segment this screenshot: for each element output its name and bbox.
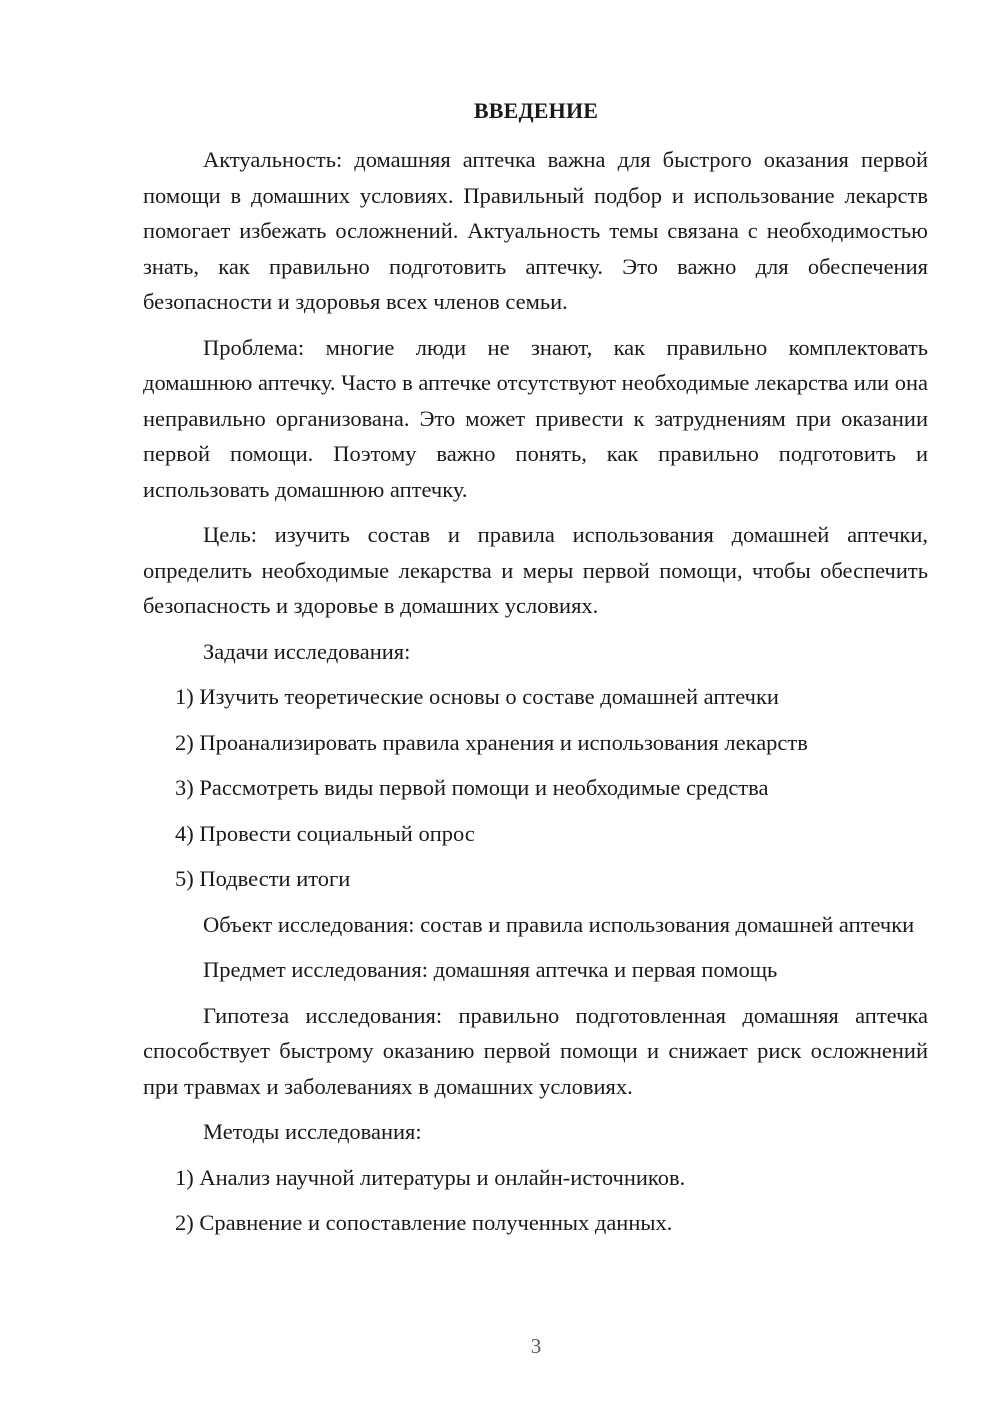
task-item: 3) Рассмотреть виды первой помощи и необходимые средства	[175, 775, 769, 800]
paragraph-actuality: Актуальность: домашняя аптечка важна для быстрого оказания первой помощи в домашних условиях. Правильный подбор и использование лекарств помогает избежать осложнений. Актуальность темы связана с необходимостью знать, как правильно подготовить аптечку. Это важно для обеспечения безопасности и здоровья всех членов семьи.	[143, 147, 928, 314]
task-item: 5) Подвести итоги	[175, 866, 351, 891]
method-item: 1) Анализ научной литературы и онлайн-источников.	[175, 1164, 686, 1190]
paragraph-object: Объект исследования: состав и правила использования домашней аптечки	[203, 911, 915, 937]
method-item: 2) Сравнение и сопоставление полученных данных.	[175, 1210, 673, 1235]
page-title: ВВЕДЕНИЕ	[473, 98, 599, 123]
paragraph-goal: Цель: изучить состав и правила использования домашней аптечки, определить необходимые лекарства и меры первой помощи, чтобы обеспечить безопасность и здоровье в домашних условиях.	[143, 522, 928, 618]
paragraph-subject: Предмет исследования: домашняя аптечка и первая помощь	[203, 957, 778, 982]
paragraph-hypothesis: Гипотеза исследования: правильно подготовленная домашняя аптечка способствует быстрому оказанию первой помощи и снижает риск осложнений при травмах и заболеваниях в домашних условиях.	[143, 1002, 928, 1099]
document-body	[143, 142, 928, 1251]
methods-title: Методы исследования:	[203, 1119, 422, 1144]
page-number: 3	[530, 1334, 542, 1358]
paragraph-problem: Проблема: многие люди не знают, как правильно комплектовать домашнюю аптечку. Часто в аптечке отсутствуют необходимые лекарства или она неправильно организована. Это может привести к затруднениям при оказании первой помощи. Поэтому важно понять, как правильно подготовить и использовать домашнюю аптечку.	[143, 334, 928, 502]
task-item: 2) Проанализировать правила хранения и использования лекарств	[175, 729, 808, 755]
tasks-title: Задачи исследования:	[203, 638, 411, 664]
task-item: 4) Провести социальный опрос	[175, 820, 475, 846]
task-item: 1) Изучить теоретические основы о составе домашней аптечки	[175, 684, 779, 709]
